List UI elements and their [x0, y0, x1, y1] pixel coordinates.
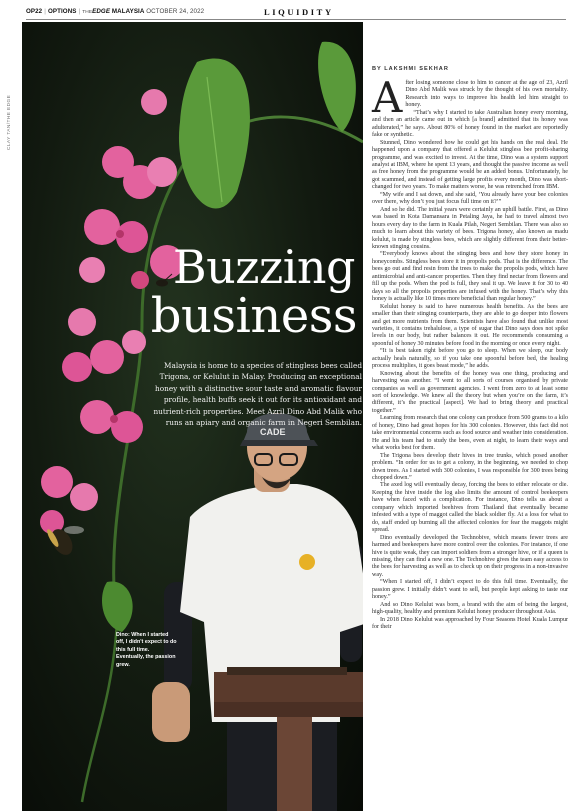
- header-rule: [26, 19, 566, 20]
- drop-cap: A: [372, 73, 403, 122]
- page-header: [0, 0, 580, 22]
- paragraph: “It is best taken right before you go to sleep. When we sleep, our body actually heals naturally, so if you take one spoonful before bed, the healing process multiplies, it goes beast mode,” he adds.: [372, 348, 568, 370]
- flower: [147, 157, 177, 187]
- cap-text: CADE: [260, 427, 286, 437]
- paragraph: Learning from research that one colony can produce from 500 grams to a kilo of honey, Dino had great hopes for his 300 colonies. However, this fact did not take environmental concerns such as food source and weather into consideration. He and his team had to study the bees, even at night, to learn their ways and what works best for them.: [372, 415, 568, 452]
- vine-stem-lower: [82, 622, 117, 802]
- photo-caption: Dino: When I started off, I didn't expect to do this full time. Eventually, the passion grew.: [116, 632, 177, 668]
- issue-date: OCTOBER 24, 2022: [146, 8, 205, 15]
- paragraph: Kelulut honey is said to have numerous health benefits. As the bees are smaller than their stinging counterparts, they are able to go deeper into flowers and get more nutrients from them. Scientists have also found that unlike most varieties, it contains trehalulose, a type of sugar that Dino says does not spike levels in our body, but rather balances it out. He recommends consuming a spoonful of honey 30 minutes before food in the morning or once every night.: [372, 303, 568, 347]
- paragraph: “My wife and I sat down, and she said, ‘You already have your bee colonies over there, why don’t you just focus full time on it?’”: [372, 191, 568, 206]
- paragraph: The Trigona bees develop their hives in tree trunks, which posed another problem. “In order for us to get a colony, in the beginning, we needed to chop down trees. As I started with 300 colonies, I was responsible for 300 trees being chopped down.”: [372, 452, 568, 482]
- cap-brim: [240, 440, 318, 446]
- section-name: OPTIONS: [47, 8, 77, 15]
- paragraph: In 2018 Dino Kelulut was approached by Four Seasons Hotel Kuala Lumpur for their: [372, 616, 568, 631]
- paragraph: Dino eventually developed the Technobive, which means fewer trees are harmed and beekeepers have more control over the colonies. For instance, if one hive is quite weak, they can import soldiers from a stronger hive, or if a queen is missing, they can find a new one. The Technohive gives the team easy access to the bees for harvesting as well as to check up on their progress in a non-invasive way.: [372, 534, 568, 578]
- paragraph: And so Dino Kelulut was born, a brand with the aim of being the largest, high-quality, healthy and premium Kelulut honey producer throughout Asia.: [372, 601, 568, 616]
- flower: [62, 352, 92, 382]
- flower: [84, 209, 120, 245]
- leaf-small: [102, 582, 133, 632]
- article-body: [372, 73, 568, 632]
- hive-box: [214, 672, 363, 702]
- publication-suffix: MALAYSIA: [111, 8, 145, 15]
- column-name: LIQUIDITY: [264, 7, 334, 17]
- flower-bud: [141, 89, 167, 115]
- leaf-large: [179, 59, 250, 209]
- standfirst: Malaysia is home to a species of stingless bees called Trigona, or Kelulut in Malay. Producing an exceptional honey with a distinctive sour taste and aromatic flavour profile, health buffs seek it out for its antioxidant and nutrient-rich properties. Meet Azril Dino Abd Malik who runs an apiary and organic farm in Negeri Sembilan.: [153, 361, 362, 428]
- tshirt-logo: [299, 554, 315, 570]
- flower-center: [110, 415, 118, 423]
- page-number: OP22: [26, 8, 43, 15]
- flower: [90, 340, 124, 374]
- person: [152, 413, 363, 811]
- headline-line-2: business: [150, 288, 357, 344]
- paragraph: Knowing about the benefits of the honey was one thing, producing and harvesting was another. “I went to all sorts of courses organised by private companies as well as government agencies. I went from zero to at least some sort of knowledge. We knew all the theory but when you’re on the farm, it’s different, it’s the practical [aspect]. We had to bring theory and practical together.”: [372, 370, 568, 414]
- flower: [41, 466, 73, 498]
- leaf-top-right: [318, 42, 356, 132]
- flower-cluster-lower: [40, 466, 98, 534]
- paragraph: And so he did. The initial years were certainly an uphill battle. First, as Dino was based in Kota Damansara in Petaling Jaya, he had to travel almost two hours every day to the farm in Kuala Pilah, Negeri Sembilan. There was also so much to learn about this variety of bees. Trigona honey, also known as madu kelulut, is made by stingless bees, which are slightly different from their better-known stinging cousins.: [372, 206, 568, 250]
- hive-box-base: [214, 702, 363, 717]
- paragraph: “That’s why I started to take Australian honey every morning, and then an article came out in which [a brand] admitted that its honey was adulterated,” he says. About 80% of honey found in the market are reportedly fake or synthetic.: [372, 109, 568, 139]
- paragraph: “Everybody knows about the stinging bees and how they store honey in honeycombs. Stingless bees store it in propolis pods. That is the difference. The bees go out and find resin from the trees to make the propolis pods, which have antimicrobial and anti-cancer properties. Then they find nectar from flowers and fill up the pods. When the pod is full, they seal it up. We leave it for 30 to 40 days so all the propolis properties are infused with the honey. That’s why this honey is actually like 10 times more beneficial than regular honey.”: [372, 251, 568, 303]
- photo-credit: CLAY TAN/THE EDGE: [7, 94, 12, 150]
- paragraph: After losing someone close to him to cancer at the age of 23, Azril Dino Abd Malik was struck by the thought of his own mortality. Research into ways to improve his health led him straight to honey.: [372, 73, 568, 122]
- flower: [80, 400, 114, 434]
- folio: OP22 | OPTIONS | THEEDGE MALAYSIA OCTOBER 24, 2022: [26, 8, 205, 15]
- stand-post: [277, 717, 312, 811]
- flower: [70, 483, 98, 511]
- hand: [152, 682, 190, 742]
- publication-brand: EDGE: [92, 8, 111, 15]
- hive-lid: [227, 667, 347, 675]
- byline: BY LAKSHMI SEKHAR: [372, 66, 449, 72]
- publication-prefix: THE: [82, 10, 93, 15]
- paragraph: The axed log will eventually decay, forcing the bees to either relocate or die. Keeping the hive inside the log also limits the amount of control beekeepers have when faced with a complication. For instance, Dino tells us about a company which imported beehives from Thailand that eventually became infested with a type of maggot called the black soldier fly. At a loss for what to do, staff ended up burning all the affected colonies for fear the maggots might spread.: [372, 482, 568, 534]
- paragraph: “When I started off, I didn’t expect to do this full time. Eventually, the passion grew. I initially didn’t want to sell, but people kept asking to taste our honey.”: [372, 579, 568, 601]
- flower-center: [116, 230, 124, 238]
- paragraph: Stunned, Dino wondered how he could get his hands on the real deal. He happened upon a company that offered a Kelulut stingless bee profit-sharing programme, and was excited to invest. At the time, Dino was a system support analyst at IBM, where he spent 13 years, and thought the passive income as well as free honey from the programme would be an added bonus. Unfortunately, he got scammed, and instead of getting large profits every month, Dino was short-changed for two years. To make matters worse, he was retrenched from IBM.: [372, 139, 568, 191]
- headline-line-1: Buzzing: [172, 240, 355, 294]
- hero-photo: [22, 22, 363, 811]
